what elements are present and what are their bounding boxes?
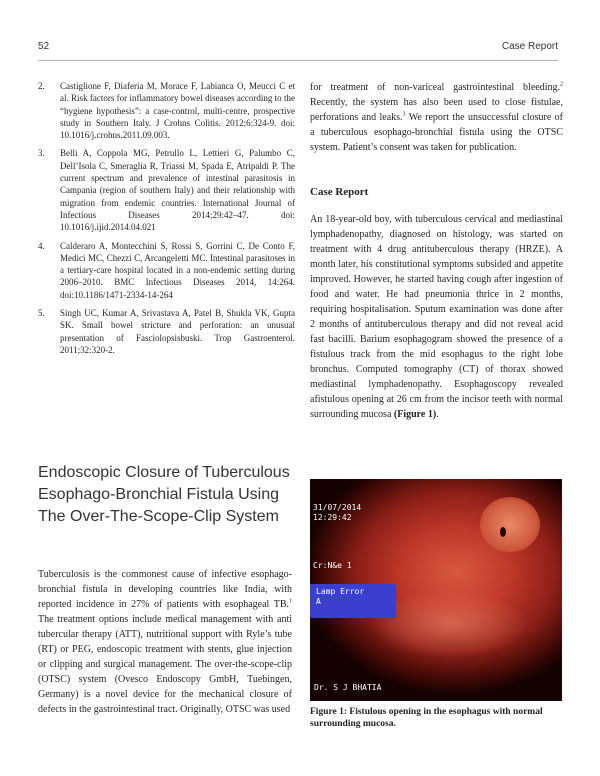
- lamp-error-letter: A: [316, 597, 321, 606]
- intro-cont-text-3: We report the unsuccessful closure of a tuberculous esophago-bronchial fistula using the OTSC system. Patient’s consent was taken for publication.: [310, 112, 563, 153]
- case-report-text: An 18-year-old boy, with tuberculous cervical and mediastinal lymphadenopathy, diagnosed on histology, was started on treatment with 4 drug antituberculous therapy (HRZE). A month later, his constitutional symptoms subsided and appetite improved. However, he started having cough after ingestion of food and water. He had pneumonia thrice in 2 months, requiring hospitalisation. Sputum examination was done after 2 months of antituberculous therapy and did not reveal acid fast bacilli. Barium esophagogram showed the presence of a fistulous track from the mid esophagus to the right lobe bronchus. Computed tomography (CT) of thorax showed mediastinal lymphadenopathy. Esophagoscopy revealed afistulous opening at 26 cm from the incisor teeth with normal surrounding mucosa: [310, 214, 563, 420]
- intro-paragraph: [38, 567, 292, 717]
- intro-cont-text-1: for treatment of non-variceal gastrointestinal bleeding.: [310, 82, 560, 93]
- reference-number: 3.: [38, 148, 45, 159]
- overlay-doctor: Dr. S J BHATIA: [314, 683, 382, 692]
- citation-2: 2: [560, 81, 563, 88]
- overlay-code: Cr:N&e 1: [313, 561, 352, 570]
- citation-1: 1: [289, 598, 292, 605]
- reference-item: [38, 240, 295, 301]
- reference-item: [38, 80, 295, 141]
- section-label: Case Report: [501, 41, 558, 52]
- overlay-time: 12:29:42: [313, 513, 352, 522]
- intro-text-1: Tuberculosis is the commonest cause of infective esophago-bronchial fistula in developing countries like India, with reported incidence in 27% of patients with esophageal TB.: [38, 569, 292, 610]
- intro-continued: [310, 80, 563, 155]
- citation-3: 3: [402, 111, 406, 118]
- esophageal-lumen: [480, 497, 540, 552]
- header-divider: [38, 60, 558, 61]
- lamp-error-box: [310, 584, 396, 618]
- case-report-heading: Case Report: [310, 186, 369, 198]
- intro-text-2: The treatment options include medical management with anti tubercular therapy (ATT), nutritional support with Ryle’s tube (RT) or PEG, endoscopic treatment with stents, glue injection or clipping and surgical management. The over-the-scope-clip (OTSC) system (Ovesco Endoscopy GmbH, Tuebingen, Germany) is a novel device for the mechanical closure of defects in the gastrointestinal tract. Originally, OTSC was used: [38, 614, 292, 715]
- reference-number: 5.: [38, 308, 45, 319]
- reference-list: [38, 80, 295, 362]
- reference-text: Singh UC, Kumar A, Srivastava A, Patel B, Shukla VK, Gupta SK. Small bowel stricture and perforation: an unusual presentation of Fasciolopsisbuski. Trop Gastroenterol. 2011;32:320-2.: [60, 308, 295, 355]
- case-report-body: [310, 212, 563, 422]
- figure-reference: (Figure 1): [393, 409, 437, 420]
- case-report-end: .: [436, 409, 439, 420]
- reference-text: Calderaro A, Montecchini S, Rossi S, Gorrini C, De Conto F, Medici MC, Chezzi C, Arcangeletti MC. Intestinal parasitoses in a tertiary-care hospital located in a non-endemic setting during 2006–2010. BMC Infectious Diseases 2014, 14:264. doi:10.1186/1471-2334-14-264: [60, 240, 295, 300]
- fistulous-opening: [500, 527, 506, 537]
- reference-text: Castiglione F, Diaferia M, Morace F, Labianca O, Meucci C et al. Risk factors for inflammatory bowel diseases according to the “hygiene hypothesis”: a case-control, multi-centre, prospective study in Southern Italy. J Crohns Colitis. 2012;6:324-9. doi: 10.1016/j.crohns.2011.09.003.: [60, 81, 295, 141]
- figure-caption: Figure 1: Fistulous opening in the esophagus with normal surrounding mucosa.: [310, 707, 543, 729]
- reference-text: Belli A, Coppola MG, Petrullo L, Lettieri G, Palumbo C, Dell’Isola C, Smeraglia R, Triassi M, Spada E, Atripaldi P. The current spectrum and prevalence of intestinal parasitosis in Campania (region of southern Italy) and their relationship with migration from endemic countries. International Journal of Infectious Diseases 2014;29:42–47. doi: 10.1016/j.ijid.2014.04.021: [60, 148, 295, 233]
- endoscopy-image: [310, 479, 562, 701]
- reference-item: [38, 147, 295, 233]
- reference-number: 2.: [38, 81, 45, 91]
- article-title: Endoscopic Closure of Tuberculous Esophago-Bronchial Fistula Using The Over-The-Scope-Clip System: [38, 464, 290, 525]
- overlay-date: 31/07/2014: [313, 503, 362, 512]
- reference-item: [38, 307, 295, 356]
- intro-cont-text-2: Recently, the system has also been used to close fistulae, perforations and leaks.: [310, 97, 563, 123]
- page-number: 52: [38, 41, 50, 52]
- lamp-error-text: Lamp Error: [316, 587, 365, 596]
- reference-number: 4.: [38, 240, 45, 251]
